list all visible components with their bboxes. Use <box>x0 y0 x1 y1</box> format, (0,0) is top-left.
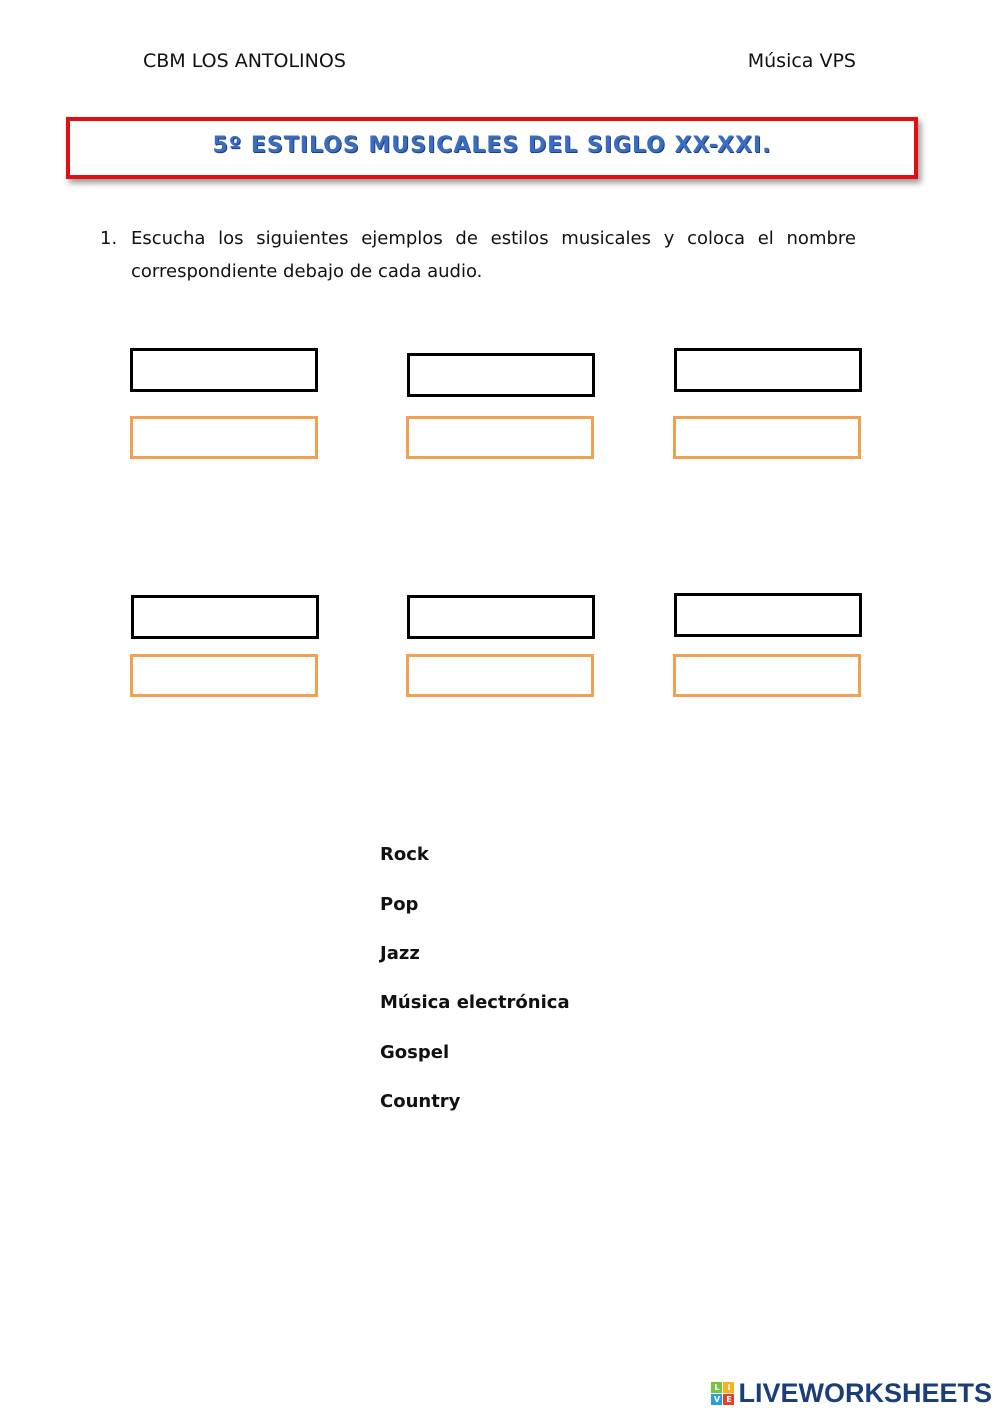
audio-player-2[interactable] <box>407 353 595 397</box>
answer-input-6[interactable] <box>673 654 861 697</box>
page-title: 5º ESTILOS MUSICALES DEL SIGLO XX-XXI. <box>212 133 772 158</box>
answer-input-3[interactable] <box>673 416 861 459</box>
logo-text: LIVEWORKSHEETS <box>738 1378 992 1408</box>
badge-letter: V <box>711 1394 722 1405</box>
instruction-number: 1. <box>100 228 118 249</box>
answer-input-1[interactable] <box>130 416 318 459</box>
instruction <box>100 222 856 288</box>
title-banner <box>66 117 918 179</box>
audio-player-5[interactable] <box>407 595 595 639</box>
word-bank-item: Rock <box>380 844 429 865</box>
audio-player-1[interactable] <box>130 348 318 392</box>
answer-input-2[interactable] <box>406 416 594 459</box>
word-bank-item: Pop <box>380 894 419 915</box>
audio-player-6[interactable] <box>674 593 862 637</box>
badge-letter: I <box>723 1382 734 1393</box>
audio-player-4[interactable] <box>131 595 319 639</box>
word-bank-item: Jazz <box>380 943 420 964</box>
word-bank-item: Country <box>380 1091 461 1112</box>
answer-input-4[interactable] <box>130 654 318 697</box>
subject-name: Música VPS <box>747 50 856 72</box>
badge-letter: E <box>723 1394 734 1405</box>
instruction-text: Escucha los siguientes ejemplos de estilos musicales y coloca el nombre correspondiente debajo de cada audio. <box>131 228 856 282</box>
school-name: CBM LOS ANTOLINOS <box>143 50 346 72</box>
audio-player-3[interactable] <box>674 348 862 392</box>
word-bank-item: Gospel <box>380 1042 450 1063</box>
word-bank-item: Música electrónica <box>380 992 570 1013</box>
answer-input-5[interactable] <box>406 654 594 697</box>
badge-letter: L <box>711 1382 722 1393</box>
live-badge-icon <box>711 1382 734 1405</box>
liveworksheets-logo <box>711 1378 992 1409</box>
